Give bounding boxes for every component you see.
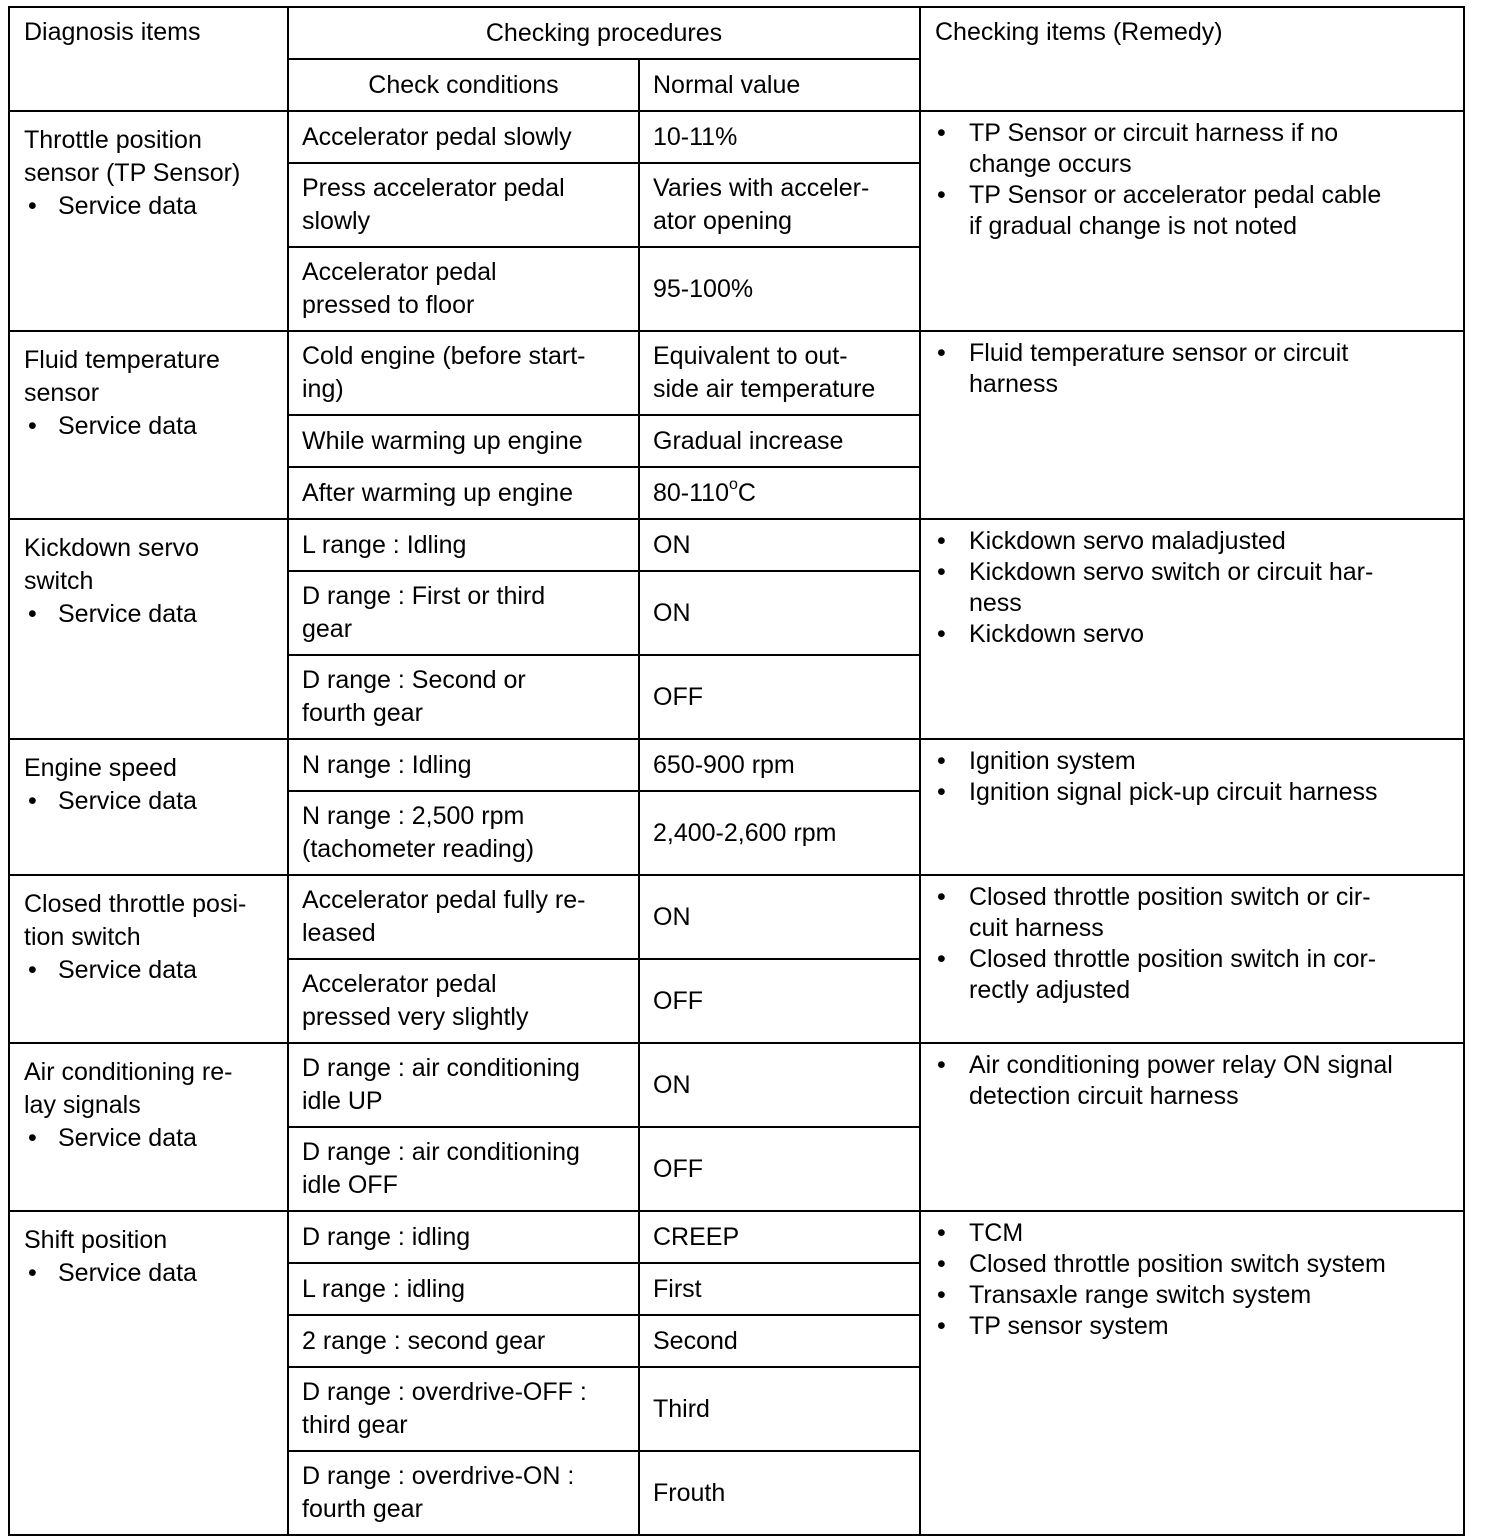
diagnosis-item-title: Shift position: [24, 1226, 168, 1254]
check-condition-cell: [288, 1451, 639, 1535]
check-condition-cell: [288, 739, 639, 791]
remedy-item: • Fluid temperature sensor or circuit harness: [935, 338, 1455, 400]
check-condition-text: D range : air conditioning idle OFF: [302, 1138, 580, 1199]
normal-value-text: 95-100%: [653, 274, 754, 303]
checking-items-cell: [920, 331, 1464, 519]
remedy-item: • Ignition system: [935, 746, 1455, 777]
diagnosis-table: [8, 6, 1465, 1536]
normal-value-text: ON: [653, 1070, 691, 1099]
normal-value-text: OFF: [653, 1154, 703, 1183]
check-condition-text: Cold engine (before start- ing): [302, 342, 586, 403]
table-row: [9, 331, 1464, 415]
check-condition-cell: [288, 519, 639, 571]
remedy-item: • Kickdown servo: [935, 619, 1455, 650]
check-condition-text: N range : Idling: [302, 750, 472, 779]
diagnosis-item-cell: [9, 1043, 288, 1211]
normal-value-cell: [639, 1367, 920, 1451]
diagnosis-item-title: Kickdown servo switch: [24, 534, 200, 595]
normal-value-text: OFF: [653, 682, 703, 711]
normal-value-text: Frouth: [653, 1478, 726, 1507]
remedy-item: • Kickdown servo maladjusted: [935, 526, 1455, 557]
diagnosis-item-cell: [9, 739, 288, 875]
normal-value-cell: [639, 1451, 920, 1535]
table-row: [9, 739, 1464, 791]
check-condition-cell: [288, 655, 639, 739]
checking-items-cell: [920, 1211, 1464, 1535]
checking-items-cell: [920, 111, 1464, 331]
normal-value-text: 10-11%: [653, 122, 738, 151]
normal-value-text: ON: [653, 530, 691, 559]
check-condition-text: Accelerator pedal pressed to floor: [302, 258, 497, 319]
check-condition-text: D range : Second or fourth gear: [302, 666, 526, 727]
check-condition-text: N range : 2,500 rpm (tachometer reading): [302, 802, 535, 863]
diagnosis-item-title: Throttle position sensor (TP Sensor): [24, 126, 241, 187]
normal-value-cell: [639, 415, 920, 467]
check-condition-cell: [288, 415, 639, 467]
check-condition-cell: [288, 959, 639, 1043]
diagnosis-item-cell: [9, 331, 288, 519]
normal-value-cell: [639, 1127, 920, 1211]
normal-value-cell: [639, 467, 920, 519]
check-condition-text: D range : idling: [302, 1222, 471, 1251]
table-row: [9, 111, 1464, 163]
header-checking-items: Checking items (Remedy): [920, 7, 1464, 111]
remedy-item: • Air conditioning power relay ON signal detection circuit harness: [935, 1050, 1455, 1112]
check-condition-cell: [288, 571, 639, 655]
check-condition-text: D range : overdrive-OFF : third gear: [302, 1378, 587, 1439]
diagnosis-item-cell: [9, 111, 288, 331]
checking-items-cell: [920, 519, 1464, 739]
table-row: [9, 1211, 1464, 1263]
temperature-unit: C: [737, 478, 756, 507]
check-condition-cell: [288, 467, 639, 519]
table-row: [9, 875, 1464, 959]
check-condition-text: While warming up engine: [302, 426, 583, 455]
normal-value-cell: [639, 655, 920, 739]
remedy-item: • Closed throttle position switch system: [935, 1249, 1455, 1280]
normal-value-cell: [639, 111, 920, 163]
check-condition-cell: [288, 1315, 639, 1367]
diagnosis-item-subtext: • Service data: [24, 785, 279, 818]
check-condition-text: 2 range : second gear: [302, 1326, 546, 1355]
header-row-1: [9, 7, 1464, 59]
check-condition-cell: [288, 331, 639, 415]
normal-value-cell: [639, 1263, 920, 1315]
diagnosis-item-subtext: • Service data: [24, 190, 279, 223]
diagnosis-item-title: Closed throttle posi- tion switch: [24, 890, 247, 951]
check-condition-cell: [288, 1043, 639, 1127]
check-condition-text: D range : overdrive-ON : fourth gear: [302, 1462, 575, 1523]
normal-value-cell: [639, 1315, 920, 1367]
normal-value-text: ON: [653, 598, 691, 627]
normal-value-text: First: [653, 1274, 702, 1303]
normal-value-cell: [639, 247, 920, 331]
normal-value-text: Third: [653, 1394, 710, 1423]
table-row: [9, 519, 1464, 571]
diagnosis-item-subtext: • Service data: [24, 598, 279, 631]
normal-value-text: Varies with acceler- ator opening: [653, 174, 870, 235]
diagnosis-item-title: Engine speed: [24, 754, 177, 782]
checking-items-cell: [920, 739, 1464, 875]
check-condition-text: L range : idling: [302, 1274, 466, 1303]
header-diagnosis-items: Diagnosis items: [9, 7, 288, 111]
normal-value-cell: [639, 163, 920, 247]
check-condition-text: D range : First or third gear: [302, 582, 546, 643]
check-condition-cell: [288, 247, 639, 331]
normal-value-cell: [639, 571, 920, 655]
normal-value-cell: [639, 791, 920, 875]
check-condition-text: Press accelerator pedal slowly: [302, 174, 565, 235]
checking-items-cell: [920, 875, 1464, 1043]
normal-value-text: Second: [653, 1326, 738, 1355]
check-condition-text: L range : Idling: [302, 530, 467, 559]
remedy-item: • TP sensor system: [935, 1311, 1455, 1342]
normal-value-text: Gradual increase: [653, 426, 844, 455]
degree-symbol: o: [729, 476, 738, 494]
remedy-item: • TP Sensor or circuit harness if no change occurs: [935, 118, 1455, 180]
remedy-item: • TP Sensor or accelerator pedal cable if gradual change is not noted: [935, 180, 1455, 242]
check-condition-cell: [288, 1367, 639, 1451]
diagnosis-item-title: Fluid temperature sensor: [24, 346, 220, 407]
check-condition-cell: [288, 1211, 639, 1263]
table-row: [9, 1043, 1464, 1127]
check-condition-cell: [288, 163, 639, 247]
check-condition-text: Accelerator pedal fully re- leased: [302, 886, 586, 947]
diagnosis-item-title: Air conditioning re- lay signals: [24, 1058, 233, 1119]
check-condition-cell: [288, 1263, 639, 1315]
header-checking-procedures: Checking procedures: [288, 7, 920, 59]
normal-value-text: 650-900 rpm: [653, 750, 795, 779]
remedy-item: • Ignition signal pick-up circuit harness: [935, 777, 1455, 808]
diagnosis-item-subtext: • Service data: [24, 1122, 279, 1155]
normal-value-text: ON: [653, 902, 691, 931]
normal-value-text: 80-110: [653, 478, 729, 507]
normal-value-text: CREEP: [653, 1222, 740, 1251]
normal-value-cell: [639, 331, 920, 415]
checking-items-cell: [920, 1043, 1464, 1211]
header-normal-value: Normal value: [639, 59, 920, 111]
diagnosis-item-subtext: • Service data: [24, 1257, 279, 1290]
diagnosis-item-cell: [9, 519, 288, 739]
remedy-item: • Kickdown servo switch or circuit har- ness: [935, 557, 1455, 619]
check-condition-text: D range : air conditioning idle UP: [302, 1054, 580, 1115]
check-condition-cell: [288, 791, 639, 875]
check-condition-cell: [288, 875, 639, 959]
diagnosis-item-subtext: • Service data: [24, 954, 279, 987]
check-condition-cell: [288, 1127, 639, 1211]
check-condition-text: After warming up engine: [302, 478, 573, 507]
remedy-item: • Closed throttle position switch or cir- cuit harness: [935, 882, 1455, 944]
check-condition-text: Accelerator pedal slowly: [302, 122, 572, 151]
normal-value-text: Equivalent to out- side air temperature: [653, 342, 876, 403]
diagnosis-item-subtext: • Service data: [24, 410, 279, 443]
diagnosis-item-cell: [9, 1211, 288, 1535]
normal-value-cell: [639, 519, 920, 571]
remedy-item: • TCM: [935, 1218, 1455, 1249]
normal-value-text: OFF: [653, 986, 703, 1015]
normal-value-cell: [639, 739, 920, 791]
normal-value-text: 2,400-2,600 rpm: [653, 818, 837, 847]
remedy-item: • Closed throttle position switch in cor- rectly adjusted: [935, 944, 1455, 1006]
normal-value-cell: [639, 1043, 920, 1127]
normal-value-cell: [639, 875, 920, 959]
check-condition-text: Accelerator pedal pressed very slightly: [302, 970, 529, 1031]
check-condition-cell: [288, 111, 639, 163]
header-check-conditions: Check conditions: [288, 59, 639, 111]
normal-value-cell: [639, 1211, 920, 1263]
normal-value-cell: [639, 959, 920, 1043]
remedy-item: • Transaxle range switch system: [935, 1280, 1455, 1311]
diagnosis-item-cell: [9, 875, 288, 1043]
